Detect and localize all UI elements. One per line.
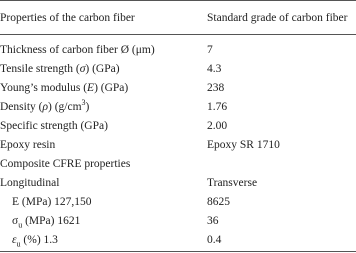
- row-e-mpa-label: E (MPa) 127,150: [12, 196, 92, 208]
- row-transverse-label: Transverse: [207, 177, 258, 189]
- row-tensile-label: Tensile strength (σ) (GPa): [0, 63, 120, 75]
- row-epoxy-value: Epoxy SR 1710: [207, 139, 280, 151]
- row-density-value: 1.76: [207, 101, 228, 113]
- header-properties: Properties of the carbon fiber: [0, 12, 135, 24]
- table-bottom-rule: [0, 251, 356, 252]
- row-e-mpa-value: 8625: [207, 196, 230, 208]
- row-sigma-u-value: 36: [207, 215, 219, 227]
- table-top-rule: [0, 0, 356, 1]
- row-youngs-label: Young’s modulus (E) (GPa): [0, 82, 129, 94]
- row-density-label: Density (ρ) $(g/cm^3)$: [0, 98, 90, 113]
- row-composite-heading: Composite CFRE properties: [0, 158, 131, 170]
- row-tensile-value: 4.3: [207, 63, 222, 75]
- row-sigma-u-label: $\sigma_u$ (MPa) 1621: [12, 215, 81, 230]
- row-thickness-value: 7: [207, 44, 213, 56]
- row-specific-strength-value: 2.00: [207, 120, 228, 132]
- row-specific-strength-label: Specific strength (GPa): [0, 120, 108, 132]
- header-standard-grade: Standard grade of carbon fiber: [207, 12, 348, 24]
- row-youngs-value: 238: [207, 82, 225, 94]
- row-epsilon-u-label: $\varepsilon_u$ (%) 1.3: [12, 234, 58, 249]
- header-rule: [0, 34, 356, 35]
- row-thickness-label: Thickness of carbon fiber Ø (μm): [0, 44, 155, 56]
- row-epoxy-label: Epoxy resin: [0, 139, 56, 151]
- row-epsilon-u-value: 0.4: [207, 234, 222, 246]
- row-longitudinal-label: Longitudinal: [0, 177, 60, 189]
